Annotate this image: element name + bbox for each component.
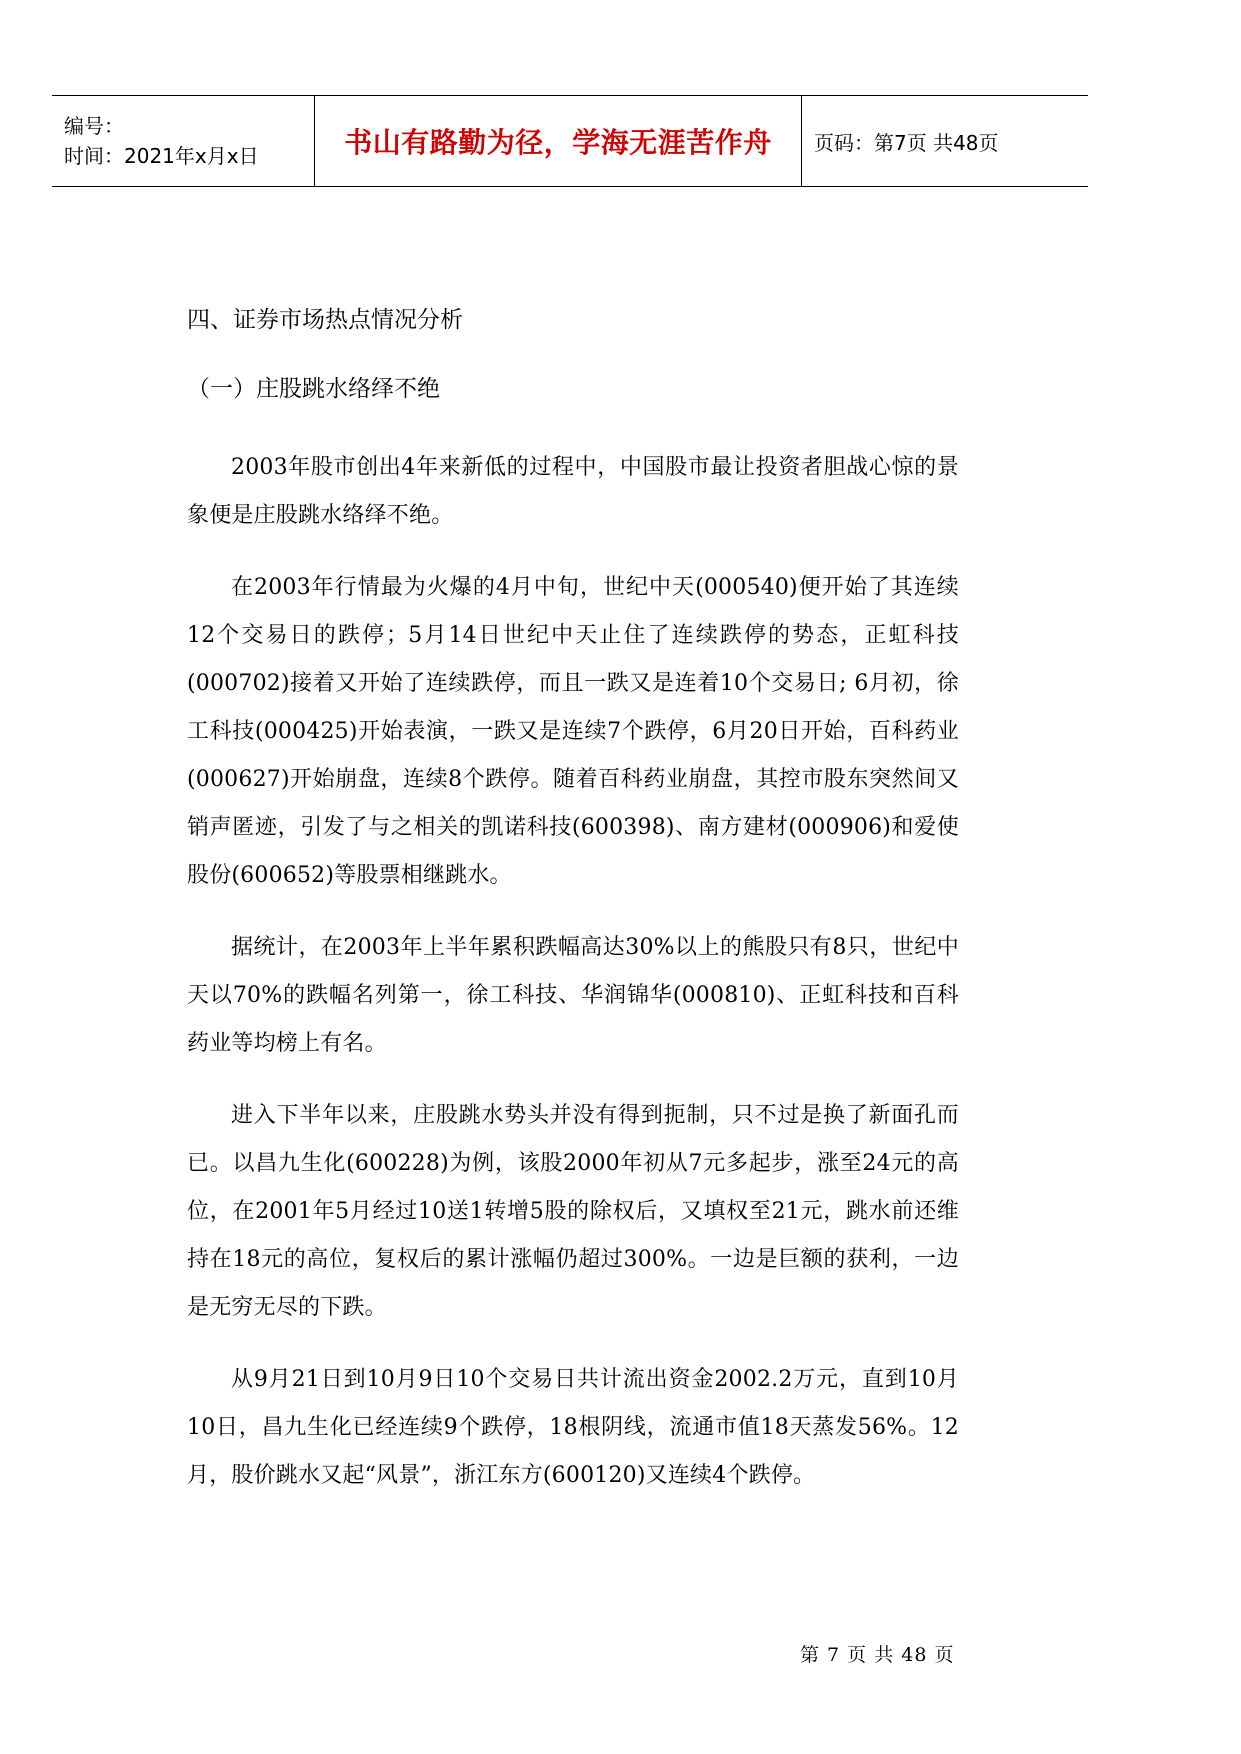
subsection-title: （一）庄股跳水络绎不绝 (187, 376, 440, 402)
page-footer: 第 7 页 共 48 页 (800, 1644, 955, 1666)
paragraph: 在2003年行情最为火爆的4月中旬，世纪中天(000540)便开始了其连续12个交易日的跌停；5月14日世纪中天止住了连续跌停的势态，正虹科技(000702)接着又开始了连续跌停，而且一跌又是连着10个交易日; 6月初，徐工科技(000425)开始表演，一跌又是连续7个跌停，6月20日开始，百科药业(000627)开始崩盘，连续8个跌停。随着百科药业崩盘，其控市股东突然间又销声匿迹，引发了与之相关的凯诺科技(600398)、南方建材(000906)和爱使股份(600652)等股票相继跳水。 (187, 575, 959, 888)
page-header (52, 95, 1088, 187)
serial-number-label: 编号： (64, 114, 124, 138)
document-body (187, 305, 959, 1524)
paragraph: 据统计，在2003年上半年累积跌幅高达30%以上的熊股只有8只，世纪中天以70%的跌幅名列第一，徐工科技、华润锦华(000810)、正虹科技和百科药业等均榜上有名。 (187, 935, 959, 1056)
section-title: 四、证券市场热点情况分析 (187, 307, 463, 333)
paragraph: 2003年股市创出4年来新低的过程中，中国股市最让投资者胆战心惊的景象便是庄股跳水络绎不绝。 (187, 455, 959, 528)
paragraph: 进入下半年以来，庄股跳水势头并没有得到扼制，只不过是换了新面孔而已。以昌九生化(600228)为例，该股2000年初从7元多起步，涨至24元的高位，在2001年5月经过10送1转增5股的除权后，又填权至21元，跳水前还维持在18元的高位，复权后的累计涨幅仍超过300%。一边是巨额的获利，一边是无穷无尽的下跌。 (187, 1103, 959, 1320)
header-meta-cell (52, 96, 315, 186)
paragraph: 从9月21日到10月9日10个交易日共计流出资金2002.2万元，直到10月10日，昌九生化已经连续9个跌停，18根阴线，流通市值18天蒸发56%。12月，股价跳水又起“风景”，浙江东方(600120)又连续4个跌停。 (187, 1367, 959, 1488)
date-label: 时间：2021年x月x日 (64, 144, 259, 168)
header-page-info: 页码：第7页 共48页 (814, 130, 999, 155)
header-motto: 书山有路勤为径，学海无涯苦作舟 (315, 96, 802, 186)
